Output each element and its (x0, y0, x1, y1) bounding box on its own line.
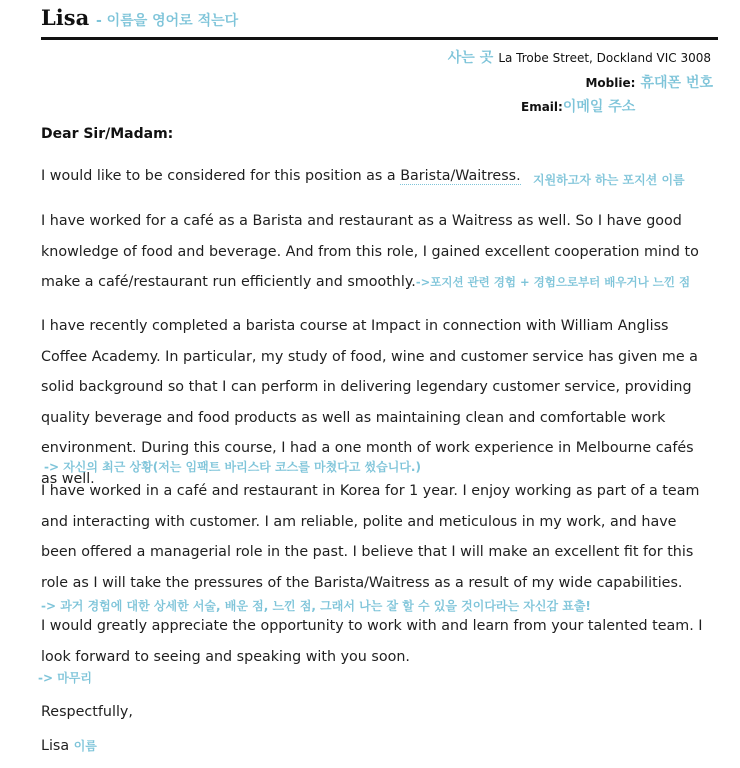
mobile-note: 휴대폰 번호 (640, 75, 713, 91)
position-name: Barista/Waitress. (400, 168, 521, 184)
intro-line (41, 168, 521, 184)
address-line (448, 47, 711, 67)
salutation: Dear Sir/Madam: (41, 126, 174, 142)
email-label: Email: (521, 100, 563, 114)
paragraph-3-note: -> 과거 경험에 대한 상세한 서술, 배운 점, 느낀 점, 그래서 나는 잘 할 수 있을 것이다라는 자신감 표출! (41, 599, 591, 613)
paragraph-4-text: I would greatly appreciate the opportunity to work with and learn from your talented team. I look forward to seeing and speaking with you soon. (41, 618, 703, 665)
signature: Lisa (41, 738, 70, 754)
header-divider (41, 37, 718, 40)
paragraph-1-text: I have worked for a café as a Barista and restaurant as a Waitress as well. So I have good knowledge of food and beverage. And from this role, I gained excellent cooperation mind to make a café/restaurant run efficiently and smoothly. (41, 213, 699, 290)
paragraph-4-note: -> 마무리 (38, 671, 92, 685)
closing: Respectfully, (41, 704, 133, 720)
paragraph-2-note: -> 자신의 최근 상황(저는 임팩트 바리스타 코스를 마쳤다고 썼습니다.) (44, 460, 421, 474)
paragraph-2-text: I have recently completed a barista course at Impact in connection with William Angliss Coffee Academy. In particular, my study of food, wine and customer service has given me a solid background so that I can perform in delivering legendary customer service, providing quality beverage and food products as well as maintaining clean and comfortable work environment. During this course, I had a one month of work experience in Melbourne cafés as well. (41, 318, 698, 487)
intro-text: I would like to be considered for this position as a (41, 168, 401, 184)
address-text: La Trobe Street, Dockland VIC 3008 (498, 51, 711, 65)
mobile-line (585, 72, 713, 92)
paragraph-3-text: I have worked in a café and restaurant in Korea for 1 year. I enjoy working as part of a team and interacting with customer. I am reliable, polite and meticulous in my work, and have been offered a managerial role in the past. I believe that I will make an excellent fit for this role as I will take the pressures of the Barista/Waitress as a result of my wide capabilities. (41, 483, 700, 591)
applicant-name: Lisa (41, 5, 90, 30)
paragraph-experience (41, 206, 711, 298)
paragraph-past-experience (41, 476, 711, 598)
intro-note: 지원하고자 하는 포지션 이름 (533, 173, 685, 187)
signature-note: 이름 (73, 739, 97, 753)
signature-line (41, 737, 97, 754)
name-note: - 이름을 영어로 적는다 (96, 13, 239, 29)
email-line (521, 96, 635, 116)
email-note: 이메일 주소 (562, 99, 636, 115)
paragraph-1-note: ->포지션 관련 경험 + 경험으로부터 배우거나 느낀 점 (415, 275, 691, 289)
mobile-label: Moblie: (585, 76, 636, 90)
address-note: 사는 곳 (447, 50, 494, 66)
paragraph-closing (41, 611, 711, 673)
